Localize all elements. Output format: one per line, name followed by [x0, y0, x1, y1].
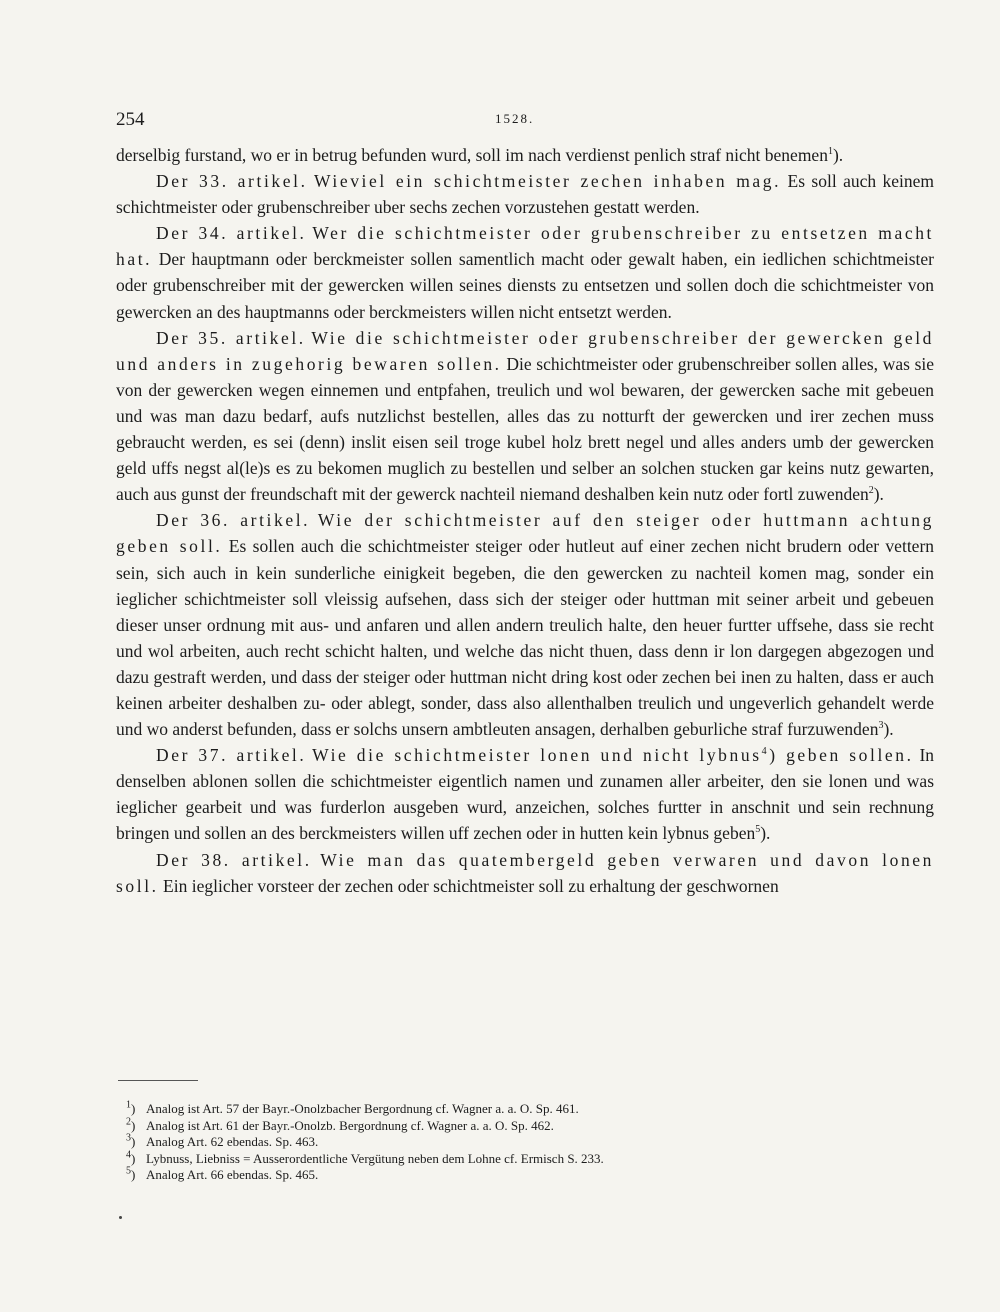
footnote-mark: 1	[126, 1099, 131, 1111]
running-head-year: 1528.	[495, 111, 535, 126]
footnote-ref: 3	[878, 720, 884, 732]
footnote-mark: 2	[126, 1116, 131, 1128]
footnote-mark: 4	[126, 1149, 131, 1161]
footnote-text: Analog Art. 66 ebendas. Sp. 465.	[146, 1167, 319, 1183]
footnote-mark: 3	[126, 1132, 131, 1144]
footnote-text: Lybnuss, Liebniss = Ausserordentliche Vergütung neben dem Lohne cf. Ermisch S. 233.	[146, 1150, 604, 1166]
article-title: Wie man das quatembergeld geben verwaren und davon lonen soll.	[116, 849, 935, 896]
article-title: Wie die schichtmeister oder grubenschreiber der gewercken geld und anders in zugehorig bewaren sollen.	[116, 327, 935, 374]
body-text	[116, 142, 934, 899]
footnote-mark: 5	[126, 1166, 131, 1178]
article-text: In denselben ablonen sollen die schichtmeister eigentlich namen und zunamen aller arbeiter, den sie lonen und was ieglicher gearbeit und was furderlon ausgeben wurd, anzeichen, solches furtter in anschnit und sein rechnung bringen und sollen an des berckmeisters willen uff zechen oder in hutten kein lybnus geben	[116, 745, 935, 844]
page-header	[116, 109, 934, 133]
footnote: $^5$) Analog Art. 66 ebendas. Sp. 465.	[126, 1166, 319, 1183]
article-heading: Der 33. artikel.	[156, 171, 308, 192]
footnote: $^4$) Lybnuss, Liebniss = Ausserordentliche Vergütung neben dem Lohne cf. Ermisch S. 233.	[126, 1149, 604, 1166]
article-35: Der 35. artikel. Wie die schichtmeister oder grubenschreiber der gewercken geld und anders in zugehorig bewaren sollen. Die schichtmeister oder grubenschreiber sollen alles, was sie von der gewercken wegen einnemen und entpfahen, treulich und wol bewaren, der gewercken sache mit gebeuen und was man dazu bedarf, aufs nutzlichst bestellen, alles das zu notturft der gewercken und irer zechen muss gebraucht werden, es sei (denn) inslit eisen seil troge kubel holz brett negel und alles anders umb der gewercken geld uffs negst al(le)s es zu bekomen muglich zu bestellen und selber an solchen stucken gar keins nutz gewarten, auch aus gunst der freundschaft mit der gewerck nachteil niemand deshalben kein nutz oder fortl zuwenden$^2$).	[116, 327, 935, 505]
article-36: Der 36. artikel. Wie der schichtmeister auf den steiger oder huttmann achtung geben soll. Es sollen auch die schichtmeister steiger oder hutleut auf einer zechen nicht brudern oder vettern sein, sich auch in kein sunderliche einigkeit begeben, die den gewercken zu nachteil komen mag, sonder ein ieglicher schichtmeister soll vleissig aufsehen, dass sich der steiger oder huttman mit seiner arbeit und gebeuen dieser unser ordnung mit aus- und anfaren und allen andern treulich halte, den heuer furtter uffsehe, dass sie recht und wol arbeiten, auch recht schicht halten, und welche das nicht thuen, dass denn ir lon dargegen abgezogen und dazu gestraft werden, und dass der steiger oder huttman nicht dring kost oder zechen bei inen zu halten, dass er auch keinen arbeiter deshalben zu- oder ablegt, sonder, dass also allenthalben treulich und ungeverlich gehandelt werde und wo anderst befunden, dass er solchs unsern ambtleuten ansagen, derhalben geburliche straf furzuwenden$^3$).	[116, 510, 935, 740]
footnote: $^3$) Analog Art. 62 ebendas. Sp. 463.	[126, 1132, 319, 1150]
article-text: Es soll auch keinem schichtmeister oder grubenschreiber uber sechs zechen vorzustehen gestatt werden.	[116, 171, 935, 218]
footnote-text: Analog Art. 62 ebendas. Sp. 463.	[146, 1134, 319, 1150]
article-title: Wer die schichtmeister oder grubenschreiber zu entsetzen macht hat.	[116, 223, 935, 270]
footnote: $^2$) Analog ist Art. 61 der Bayr.-Onolzb. Bergordnung cf. Wagner a. a. O. Sp. 462.	[126, 1116, 554, 1133]
article-title: Wie die schichtmeister lonen und nicht lybnus$^4$) geben sollen.	[312, 745, 914, 766]
article-heading: Der 37. artikel.	[156, 745, 307, 766]
article-heading: Der 34. artikel.	[156, 223, 307, 244]
footnote: $^1$) Analog ist Art. 57 der Bayr.-Onolzbacher Bergordnung cf. Wagner a. a. O. Sp. 461.	[126, 1099, 579, 1116]
article-title: Wieviel ein schichtmeister zechen inhaben mag.	[313, 171, 782, 192]
footnote-ref: 1	[827, 146, 833, 158]
article-text: Die schichtmeister oder grubenschreiber sollen alles, was sie von der gewercken wegen einnemen und entpfahen, treulich und wol bewaren, der gewercken sache mit gebeuen und was man dazu bedarf, aufs nutzlichst bestellen, alles das zu notturft der gewercken und irer zechen muss gebraucht werden, es sei (denn) inslit eisen seil troge kubel holz brett negel und alles anders umb der gewercken geld uffs negst al(le)s es zu bekomen muglich zu bestellen und selber an solchen stucken gar keins nutz gewarten, auch aus gunst der freundschaft mit der gewerck nachteil niemand deshalben kein nutz oder fortl zuwenden	[116, 353, 935, 505]
footnote-ref: 5	[755, 824, 761, 836]
article-text: Es sollen auch die schichtmeister steiger oder hutleut auf einer zechen nicht brudern oder vettern sein, sich auch in kein sunderliche einigkeit begeben, die den gewercken zu nachteil komen mag, sonder ein ieglicher schichtmeister soll vleissig aufsehen, dass sich der steiger oder huttman mit seiner arbeit und gebeuen dieser unser ordnung mit aus- und anfaren und allen andern treulich halte, den heuer furtter uffsehe, dass sie recht und wol arbeiten, auch recht schicht halten, und welche das nicht thuen, dass denn ir lon dargegen abgezogen und dazu gestraft werden, und dass der steiger oder huttman nicht dring kost oder zechen bei inen zu halten, dass er auch keinen arbeiter deshalben zu- oder ablegt, sonder, dass also allenthalben treulich und ungeverlich gehandelt werde und wo anderst befunden, dass er solchs unsern ambtleuten ansagen, derhalben geburliche straf furzuwenden	[116, 536, 935, 740]
intro-paragraph: derselbig furstand, wo er in betrug befunden wurd, soll im nach verdienst penlich straf nicht benemen$^1$).	[116, 145, 844, 165]
article-33	[116, 168, 934, 220]
article-text: Ein ieglicher vorsteer der zechen oder schichtmeister soll zu erhaltung der geschwornen	[163, 875, 779, 896]
print-speck	[119, 1216, 122, 1219]
article-title: Wie der schichtmeister auf den steiger oder huttmann achtung geben soll.	[116, 510, 935, 557]
article-heading: Der 38. artikel.	[156, 849, 312, 870]
footnote-ref: 2	[868, 485, 874, 497]
page-number: 254	[116, 109, 145, 130]
footnote-divider	[118, 1080, 198, 1081]
footnote-ref: 4	[761, 746, 770, 758]
article-37: Der 37. artikel. Wie die schichtmeister lonen und nicht lybnus$^4$) geben sollen. In denselben ablonen sollen die schichtmeister eigentlich namen und zunamen aller arbeiter, den sie lonen und was ieglicher gearbeit und was furderlon ausgeben wurd, anzeichen, solches furtter in anschnit und sein rechnung bringen und sollen an des berckmeisters willen uff zechen oder in hutten kein lybnus geben$^5$).	[116, 745, 935, 844]
footnote-text: Analog ist Art. 57 der Bayr.-Onolzbacher Bergordnung cf. Wagner a. a. O. Sp. 461.	[146, 1101, 579, 1116]
article-heading: Der 35. artikel.	[156, 327, 306, 348]
footnotes	[126, 1099, 846, 1184]
article-34	[116, 220, 934, 324]
footnote-text: Analog ist Art. 61 der Bayr.-Onolzb. Bergordnung cf. Wagner a. a. O. Sp. 462.	[146, 1117, 554, 1133]
article-38	[116, 847, 934, 899]
article-text: Der hauptmann oder berckmeister sollen samentlich macht oder gewalt haben, ein iedlichen schichtmeister oder grubenschreiber mit der gewercken willen seines diensts zu entsetzen und sollen doch die schichtmeister von gewercken an des hauptmanns oder berckmeisters willen nicht entsetzt werden.	[116, 249, 934, 322]
article-heading: Der 36. artikel.	[156, 510, 311, 531]
